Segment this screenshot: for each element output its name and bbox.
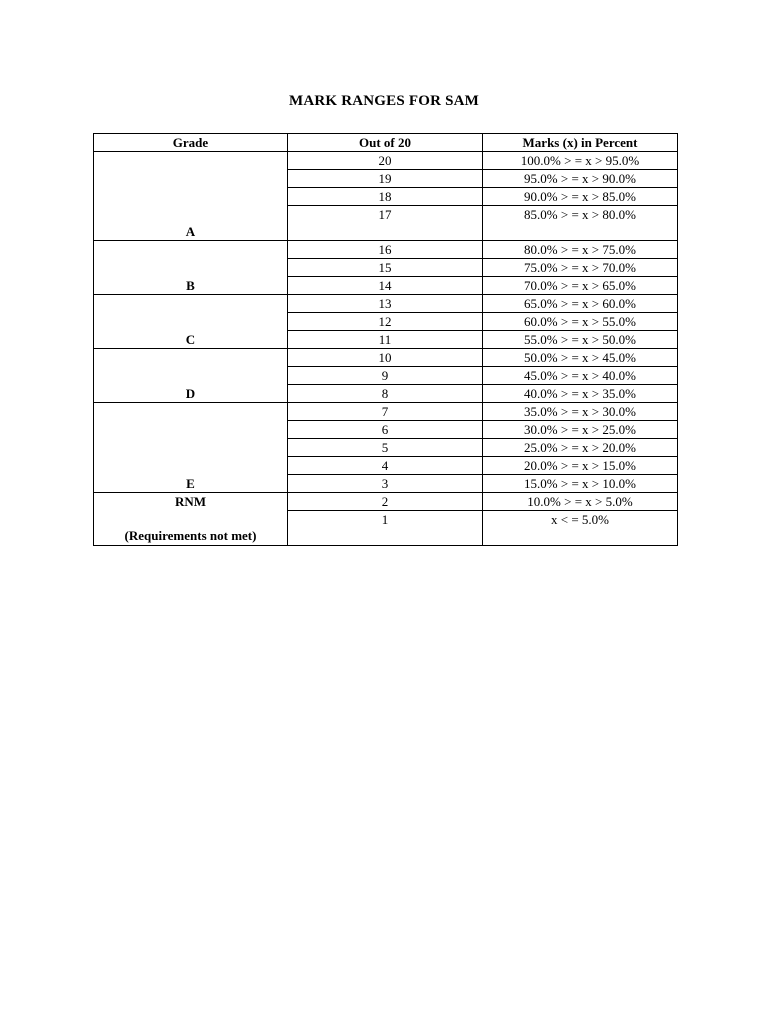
table-row xyxy=(94,295,678,313)
out-of-20-cell: 11 xyxy=(288,331,483,349)
percent-range-cell: 40.0% > = x > 35.0% xyxy=(483,385,678,403)
out-of-20-cell: 15 xyxy=(288,259,483,277)
out-of-20-cell: 6 xyxy=(288,421,483,439)
table-row xyxy=(94,152,678,170)
out-of-20-cell: 5 xyxy=(288,439,483,457)
percent-range-cell: 85.0% > = x > 80.0% xyxy=(483,206,678,241)
grade-cell-a: A xyxy=(94,152,288,241)
percent-range-cell: 25.0% > = x > 20.0% xyxy=(483,439,678,457)
out-of-20-cell: 20 xyxy=(288,152,483,170)
header-marks-percent: Marks (x) in Percent xyxy=(483,134,678,152)
grade-rnm-label: RNM xyxy=(174,494,207,509)
percent-range-cell: 75.0% > = x > 70.0% xyxy=(483,259,678,277)
out-of-20-cell: 3 xyxy=(288,475,483,493)
grade-cell-c: C xyxy=(94,295,288,349)
out-of-20-cell: 7 xyxy=(288,403,483,421)
out-of-20-cell: 13 xyxy=(288,295,483,313)
percent-range-cell: 55.0% > = x > 50.0% xyxy=(483,331,678,349)
mark-ranges-table xyxy=(93,133,678,546)
table-row xyxy=(94,403,678,421)
table-header-row xyxy=(94,134,678,152)
grade-rnm-note: (Requirements not met) xyxy=(124,528,257,543)
percent-range-cell: 20.0% > = x > 15.0% xyxy=(483,457,678,475)
out-of-20-cell: 17 xyxy=(288,206,483,241)
out-of-20-cell: 10 xyxy=(288,349,483,367)
percent-range-cell: 35.0% > = x > 30.0% xyxy=(483,403,678,421)
percent-range-cell: 95.0% > = x > 90.0% xyxy=(483,170,678,188)
out-of-20-cell: 8 xyxy=(288,385,483,403)
percent-range-cell: 10.0% > = x > 5.0% xyxy=(483,493,678,511)
percent-range-cell: 45.0% > = x > 40.0% xyxy=(483,367,678,385)
out-of-20-cell: 1 xyxy=(288,511,483,546)
table-row xyxy=(94,493,678,511)
header-grade: Grade xyxy=(94,134,288,152)
header-out-of-20: Out of 20 xyxy=(288,134,483,152)
percent-range-cell: 15.0% > = x > 10.0% xyxy=(483,475,678,493)
out-of-20-cell: 18 xyxy=(288,188,483,206)
grade-cell-d: D xyxy=(94,349,288,403)
percent-range-cell: 70.0% > = x > 65.0% xyxy=(483,277,678,295)
grade-cell-e: E xyxy=(94,403,288,493)
percent-range-cell: x < = 5.0% xyxy=(483,511,678,546)
out-of-20-cell: 16 xyxy=(288,241,483,259)
table-row xyxy=(94,241,678,259)
out-of-20-cell: 14 xyxy=(288,277,483,295)
percent-range-cell: 65.0% > = x > 60.0% xyxy=(483,295,678,313)
percent-range-cell: 100.0% > = x > 95.0% xyxy=(483,152,678,170)
grade-cell-rnm xyxy=(94,493,288,546)
percent-range-cell: 50.0% > = x > 45.0% xyxy=(483,349,678,367)
percent-range-cell: 60.0% > = x > 55.0% xyxy=(483,313,678,331)
out-of-20-cell: 2 xyxy=(288,493,483,511)
out-of-20-cell: 19 xyxy=(288,170,483,188)
percent-range-cell: 90.0% > = x > 85.0% xyxy=(483,188,678,206)
percent-range-cell: 80.0% > = x > 75.0% xyxy=(483,241,678,259)
document-title: MARK RANGES FOR SAM xyxy=(288,93,480,109)
grade-cell-b: B xyxy=(94,241,288,295)
percent-range-cell: 30.0% > = x > 25.0% xyxy=(483,421,678,439)
out-of-20-cell: 9 xyxy=(288,367,483,385)
out-of-20-cell: 12 xyxy=(288,313,483,331)
out-of-20-cell: 4 xyxy=(288,457,483,475)
table-row xyxy=(94,349,678,367)
